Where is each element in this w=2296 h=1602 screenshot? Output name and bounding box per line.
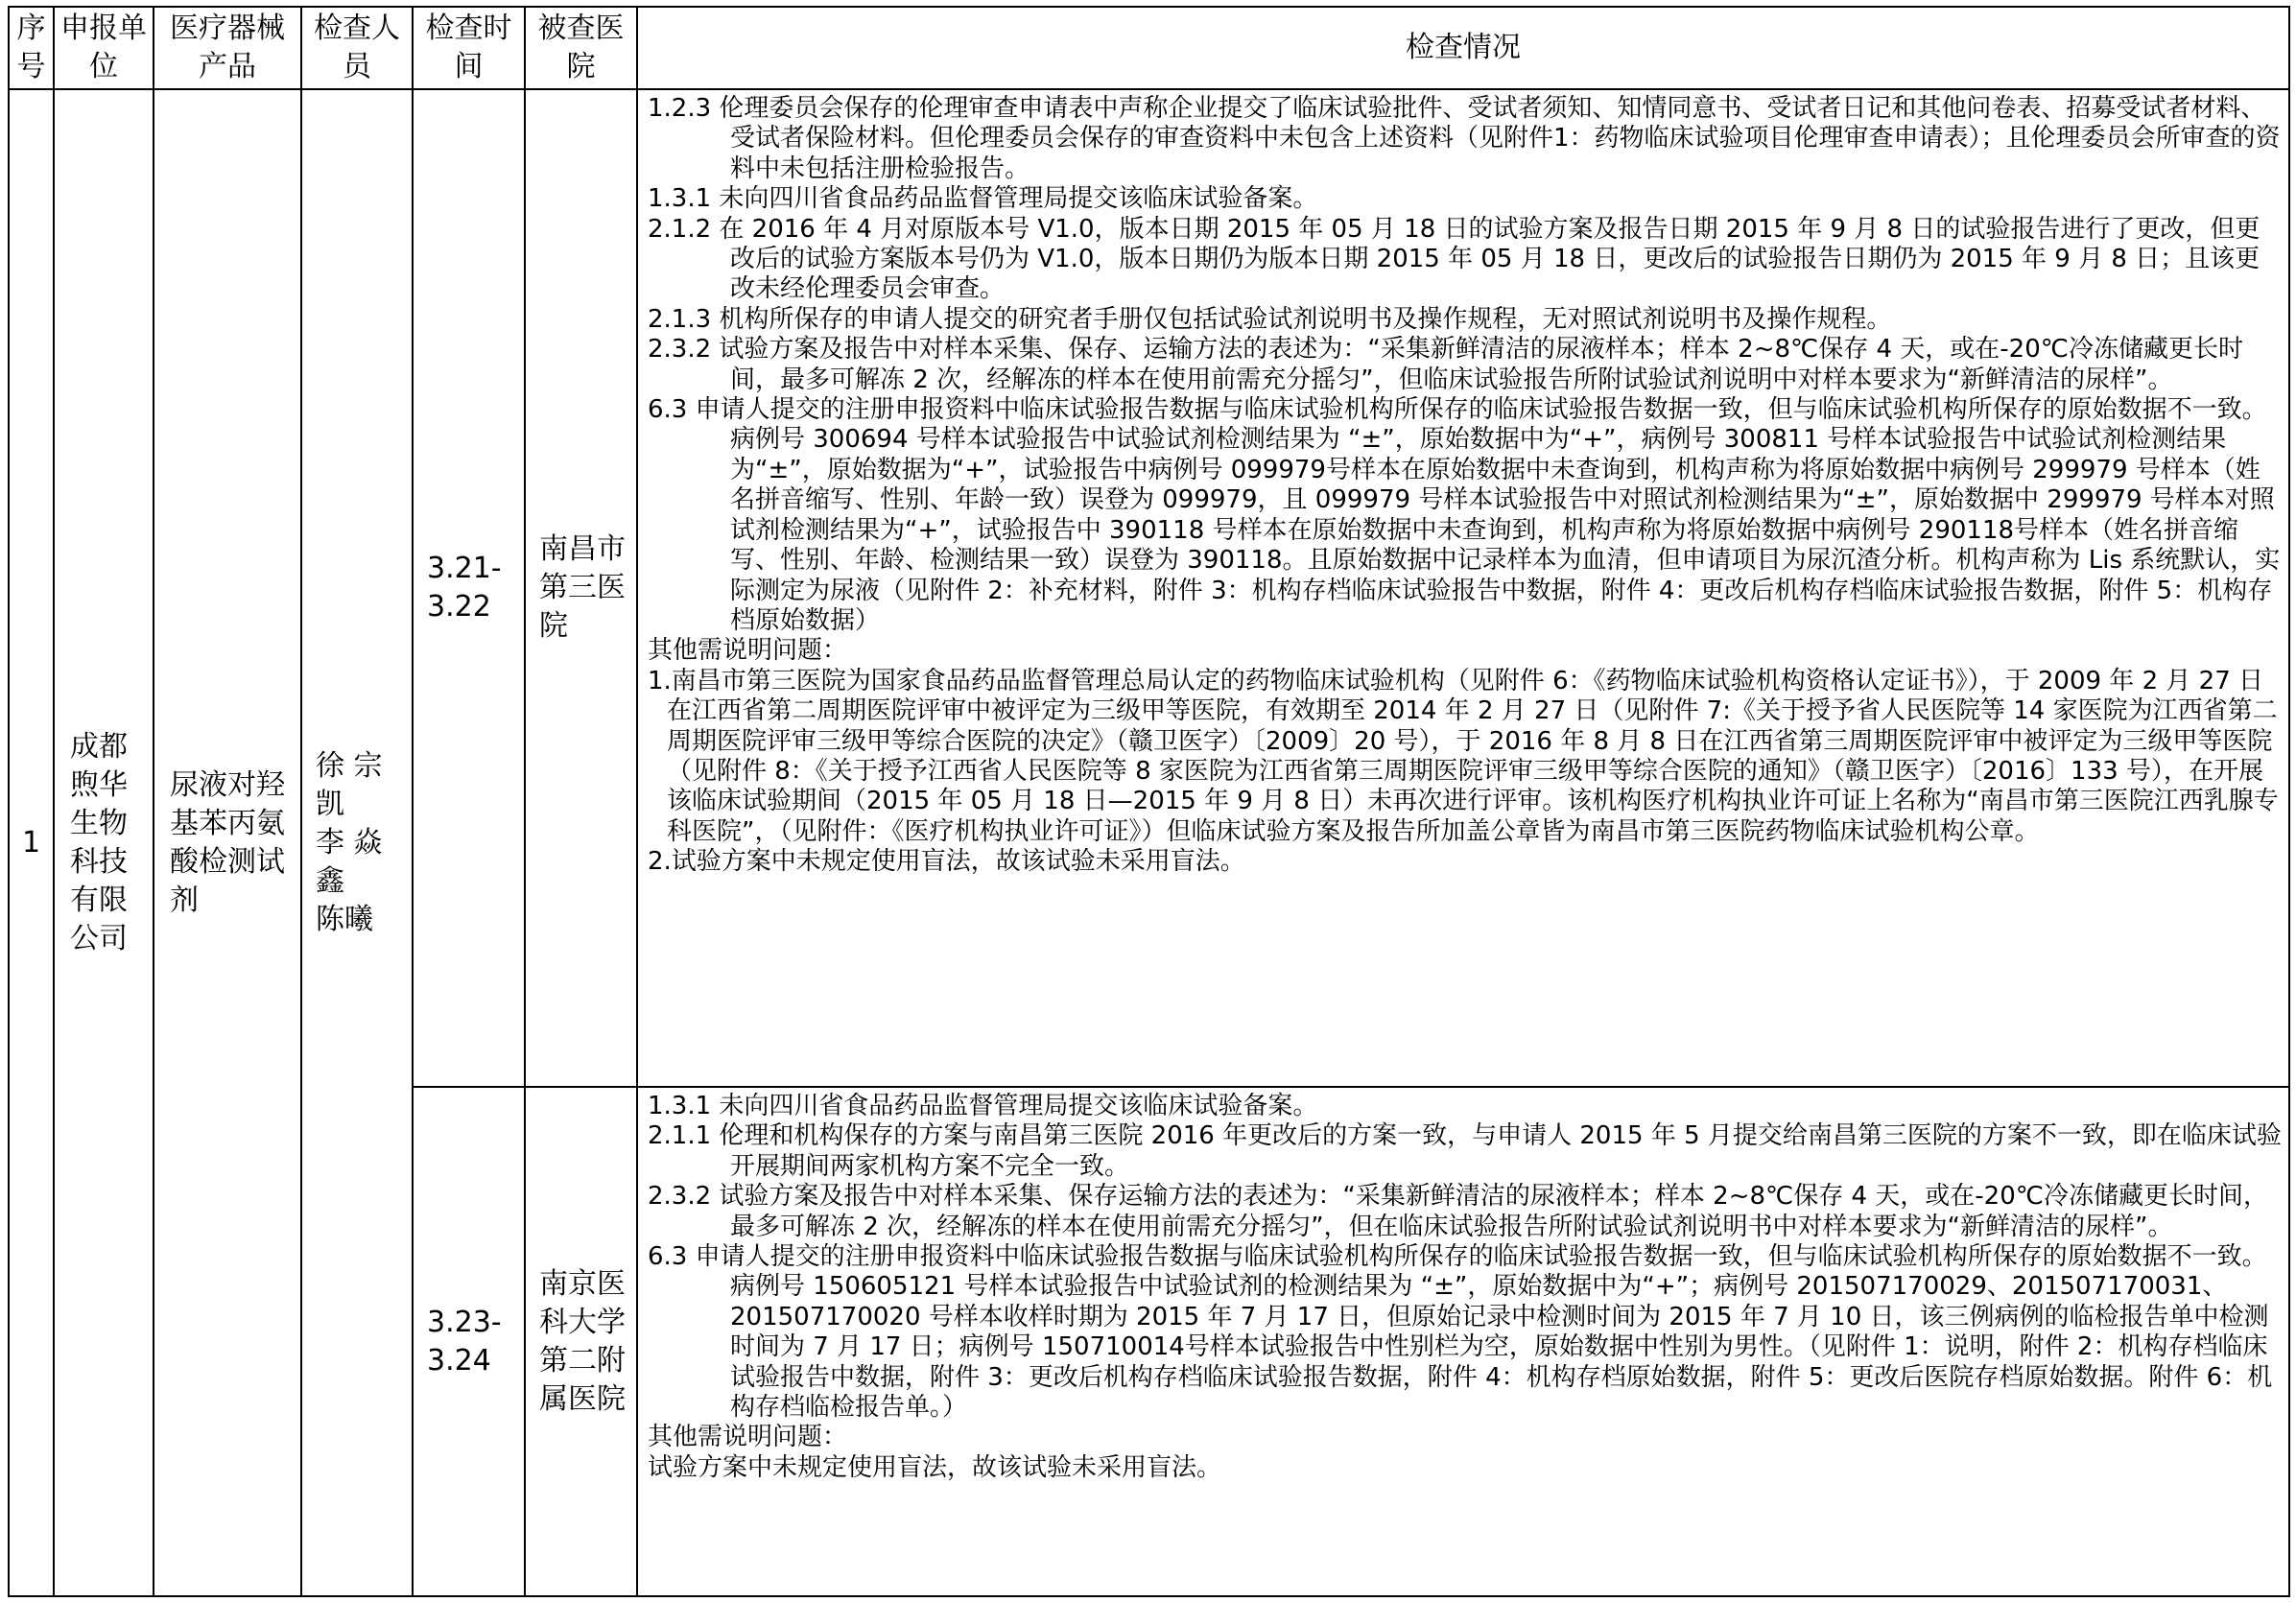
- table-row: [9, 89, 2289, 1087]
- visit-time-cell: 3.23-3.24: [413, 1087, 525, 1596]
- other-issue-item: 试验方案中未规定使用盲法，故该试验未采用盲法。: [648, 1452, 1222, 1482]
- header-details: 检查情况: [637, 7, 2289, 89]
- other-issues-title: 其他需说明问题：: [648, 636, 848, 666]
- finding-item: 1.3.1 未向四川省食品药品监督管理局提交该临床试验备案。: [648, 1092, 1318, 1120]
- header-seq: 序号: [9, 7, 54, 89]
- other-issue-item: 1.南昌市第三医院为国家食品药品监督管理总局认定的药物临床试验机构（见附件 6：《药物临床试验机构资格认定证书》），于 2009 年 2 月 27 日在江西省第二周期医院评审中被评定为三级甲等医院，有效期至 2014 年 2 月 27 日（见附件 7:《关于授予省人民医院等 14 家医院为江西省第二周期医院评审三级甲等综合医院的决定》（赣卫医字）〔2009〕20 号），于 2016 年 8 月 8 日在江西省第三周期医院评审中被评定为三级甲等医院（见附件 8：《关于授予江西省人民医院等 8 家医院为江西省第三周期医院评审三级甲等综合医院的通知》（赣卫医字）〔2016〕133 号），在开展该临床试验期间（2015 年 05 月 18 日—2015 年 9 月 8 日）未再次进行评审。该机构医疗机构执业许可证上名称为“南昌市第三医院江西乳腺专科医院”，（见附件：《医疗机构执业许可证》）但临床试验方案及报告所加盖公章皆为南昌市第三医院药物临床试验机构公章。: [648, 666, 2279, 846]
- finding-item: 6.3 申请人提交的注册申报资料中临床试验报告数据与临床试验机构所保存的临床试验报告数据一致，但与临床试验机构所保存的原始数据不一致。病例号 150605121 号样本试验报告中试验试剂的检测结果为 “±”，原始数据中为“+”；病例号 201507170029、201507170031、201507170020 号样本收样时期为 2015 年 7 月 17 日，但原始记录中检测时间为 2015 年 7 月 10 日，该三例病例的临检报告单中检测时间为 7 月 17 日；病例号 150710014号样本试验报告中性别栏为空，原始数据中性别为男性。（见附件 1：说明，附件 2：机构存档临床试验报告中数据，附件 3：更改后机构存档临床试验报告数据，附件 4：机构存档原始数据，附件 5：更改后医院存档原始数据。附件 6：机构存档临检报告单。）: [648, 1242, 2273, 1423]
- product-cell: 尿液对羟基苯丙氨酸检测试剂: [154, 89, 301, 1596]
- header-unit: 申报单位: [54, 7, 154, 89]
- inspector-name: 徐 宗 凯: [316, 748, 383, 821]
- visit-hospital-cell: 南京医科大学第二附属医院: [525, 1087, 637, 1596]
- inspector-name: 李 焱 鑫: [316, 825, 383, 898]
- unit-cell: 成都煦华生物科技有限公司: [54, 89, 154, 1596]
- visit-details-cell: [637, 89, 2289, 1087]
- inspectors-cell: [301, 89, 413, 1596]
- header-hospital: 被查医院: [525, 7, 637, 89]
- other-issue-item: 2.试验方案中未规定使用盲法，故该试验未采用盲法。: [648, 847, 1245, 877]
- finding-item: 2.3.2 试验方案及报告中对样本采集、保存运输方法的表述为：“采集新鲜清洁的尿液样本；样本 2~8℃保存 4 天，或在-20℃冷冻储藏更长时间，最多可解冻 2 次，经解冻的样本在使用前需充分摇匀”，但在临床试验报告所附试验试剂说明书中对样本要求为“新鲜清洁的尿样”。: [648, 1182, 2268, 1241]
- visit-details-cell: [637, 1087, 2289, 1596]
- finding-item: 2.1.3 机构所保存的申请人提交的研究者手册仅包括试验试剂说明书及操作规程，无对照试剂说明书及操作规程。: [648, 304, 1892, 334]
- header-inspectors: 检查人员: [301, 7, 413, 89]
- visit-time-cell: 3.21-3.22: [413, 89, 525, 1087]
- finding-item: 2.3.2 试验方案及报告中对样本采集、保存、运输方法的表述为：“采集新鲜清洁的尿液样本；样本 2~8℃保存 4 天，或在-20℃冷冻储藏更长时间，最多可解冻 2 次，经解冻的样本在使用前需充分摇匀”，但临床试验报告所附试验试剂说明中对样本要求为“新鲜清洁的尿样”。: [648, 335, 2243, 394]
- inspection-table: [8, 6, 2290, 1597]
- seq-cell: 1: [9, 89, 54, 1596]
- finding-item: 6.3 申请人提交的注册申报资料中临床试验报告数据与临床试验机构所保存的临床试验报告数据一致，但与临床试验机构所保存的原始数据不一致。病例号 300694 号样本试验报告中试验试剂检测结果为 “±”，原始数据中为“+”，病例号 300811 号样本试验报告中试验试剂检测结果为“±”，原始数据为“+”，试验报告中病例号 099979号样本在原始数据中未查询到，机构声称为将原始数据中病例号 299979 号样本（姓名拼音缩写、性别、年龄一致）误登为 099979，且 099979 号样本试验报告中对照试剂检测结果为“±”，原始数据中 299979 号样本对照试剂检测结果为“+”，试验报告中 390118 号样本在原始数据中未查询到，机构声称为将原始数据中病例号 290118号样本（姓名拼音缩写、性别、年龄、检测结果一致）误登为 390118。且原始数据中记录样本为血清，但申请项目为尿沉渣分析。机构声称为 Lis 系统默认，实际测定为尿液（见附件 2：补充材料，附件 3：机构存档临床试验报告中数据，附件 4：更改后机构存档临床试验报告数据，附件 5：机构存档原始数据）: [648, 395, 2281, 635]
- header-time: 检查时间: [413, 7, 525, 89]
- finding-item: 1.2.3 伦理委员会保存的伦理审查申请表中声称企业提交了临床试验批件、受试者须知、知情同意书、受试者日记和其他问卷表、招募受试者材料、受试者保险材料。但伦理委员会保存的审查资料中未包含上述资料（见附件1：药物临床试验项目伦理审查申请表）；且伦理委员会所审查的资料中未包括注册检验报告。: [648, 94, 2281, 183]
- finding-item: 1.3.1 未向四川省食品药品监督管理局提交该临床试验备案。: [648, 184, 1318, 214]
- other-issues-title: 其他需说明问题：: [648, 1423, 848, 1452]
- header-product: 医疗器械产品: [154, 7, 301, 89]
- header-row: [9, 7, 2289, 89]
- inspection-document: [8, 6, 2288, 1597]
- visit-hospital-cell: 南昌市第三医院: [525, 89, 637, 1087]
- inspector-name: 陈曦: [316, 902, 373, 936]
- finding-item: 2.1.1 伦理和机构保存的方案与南昌第三医院 2016 年更改后的方案一致，与申请人 2015 年 5 月提交给南昌第三医院的方案不一致，即在临床试验开展期间两家机构方案不完全一致。: [648, 1121, 2282, 1181]
- finding-item: 2.1.2 在 2016 年 4 月对原版本号 V1.0，版本日期 2015 年 05 月 18 日的试验方案及报告日期 2015 年 9 月 8 日的试验报告进行了更改，但更改后的试验方案版本号仍为 V1.0，版本日期仍为版本日期 2015 年 05 月 18 日，更改后的试验报告日期仍为 2015 年 9 月 8 日；且该更改未经伦理委员会审查。: [648, 214, 2260, 304]
